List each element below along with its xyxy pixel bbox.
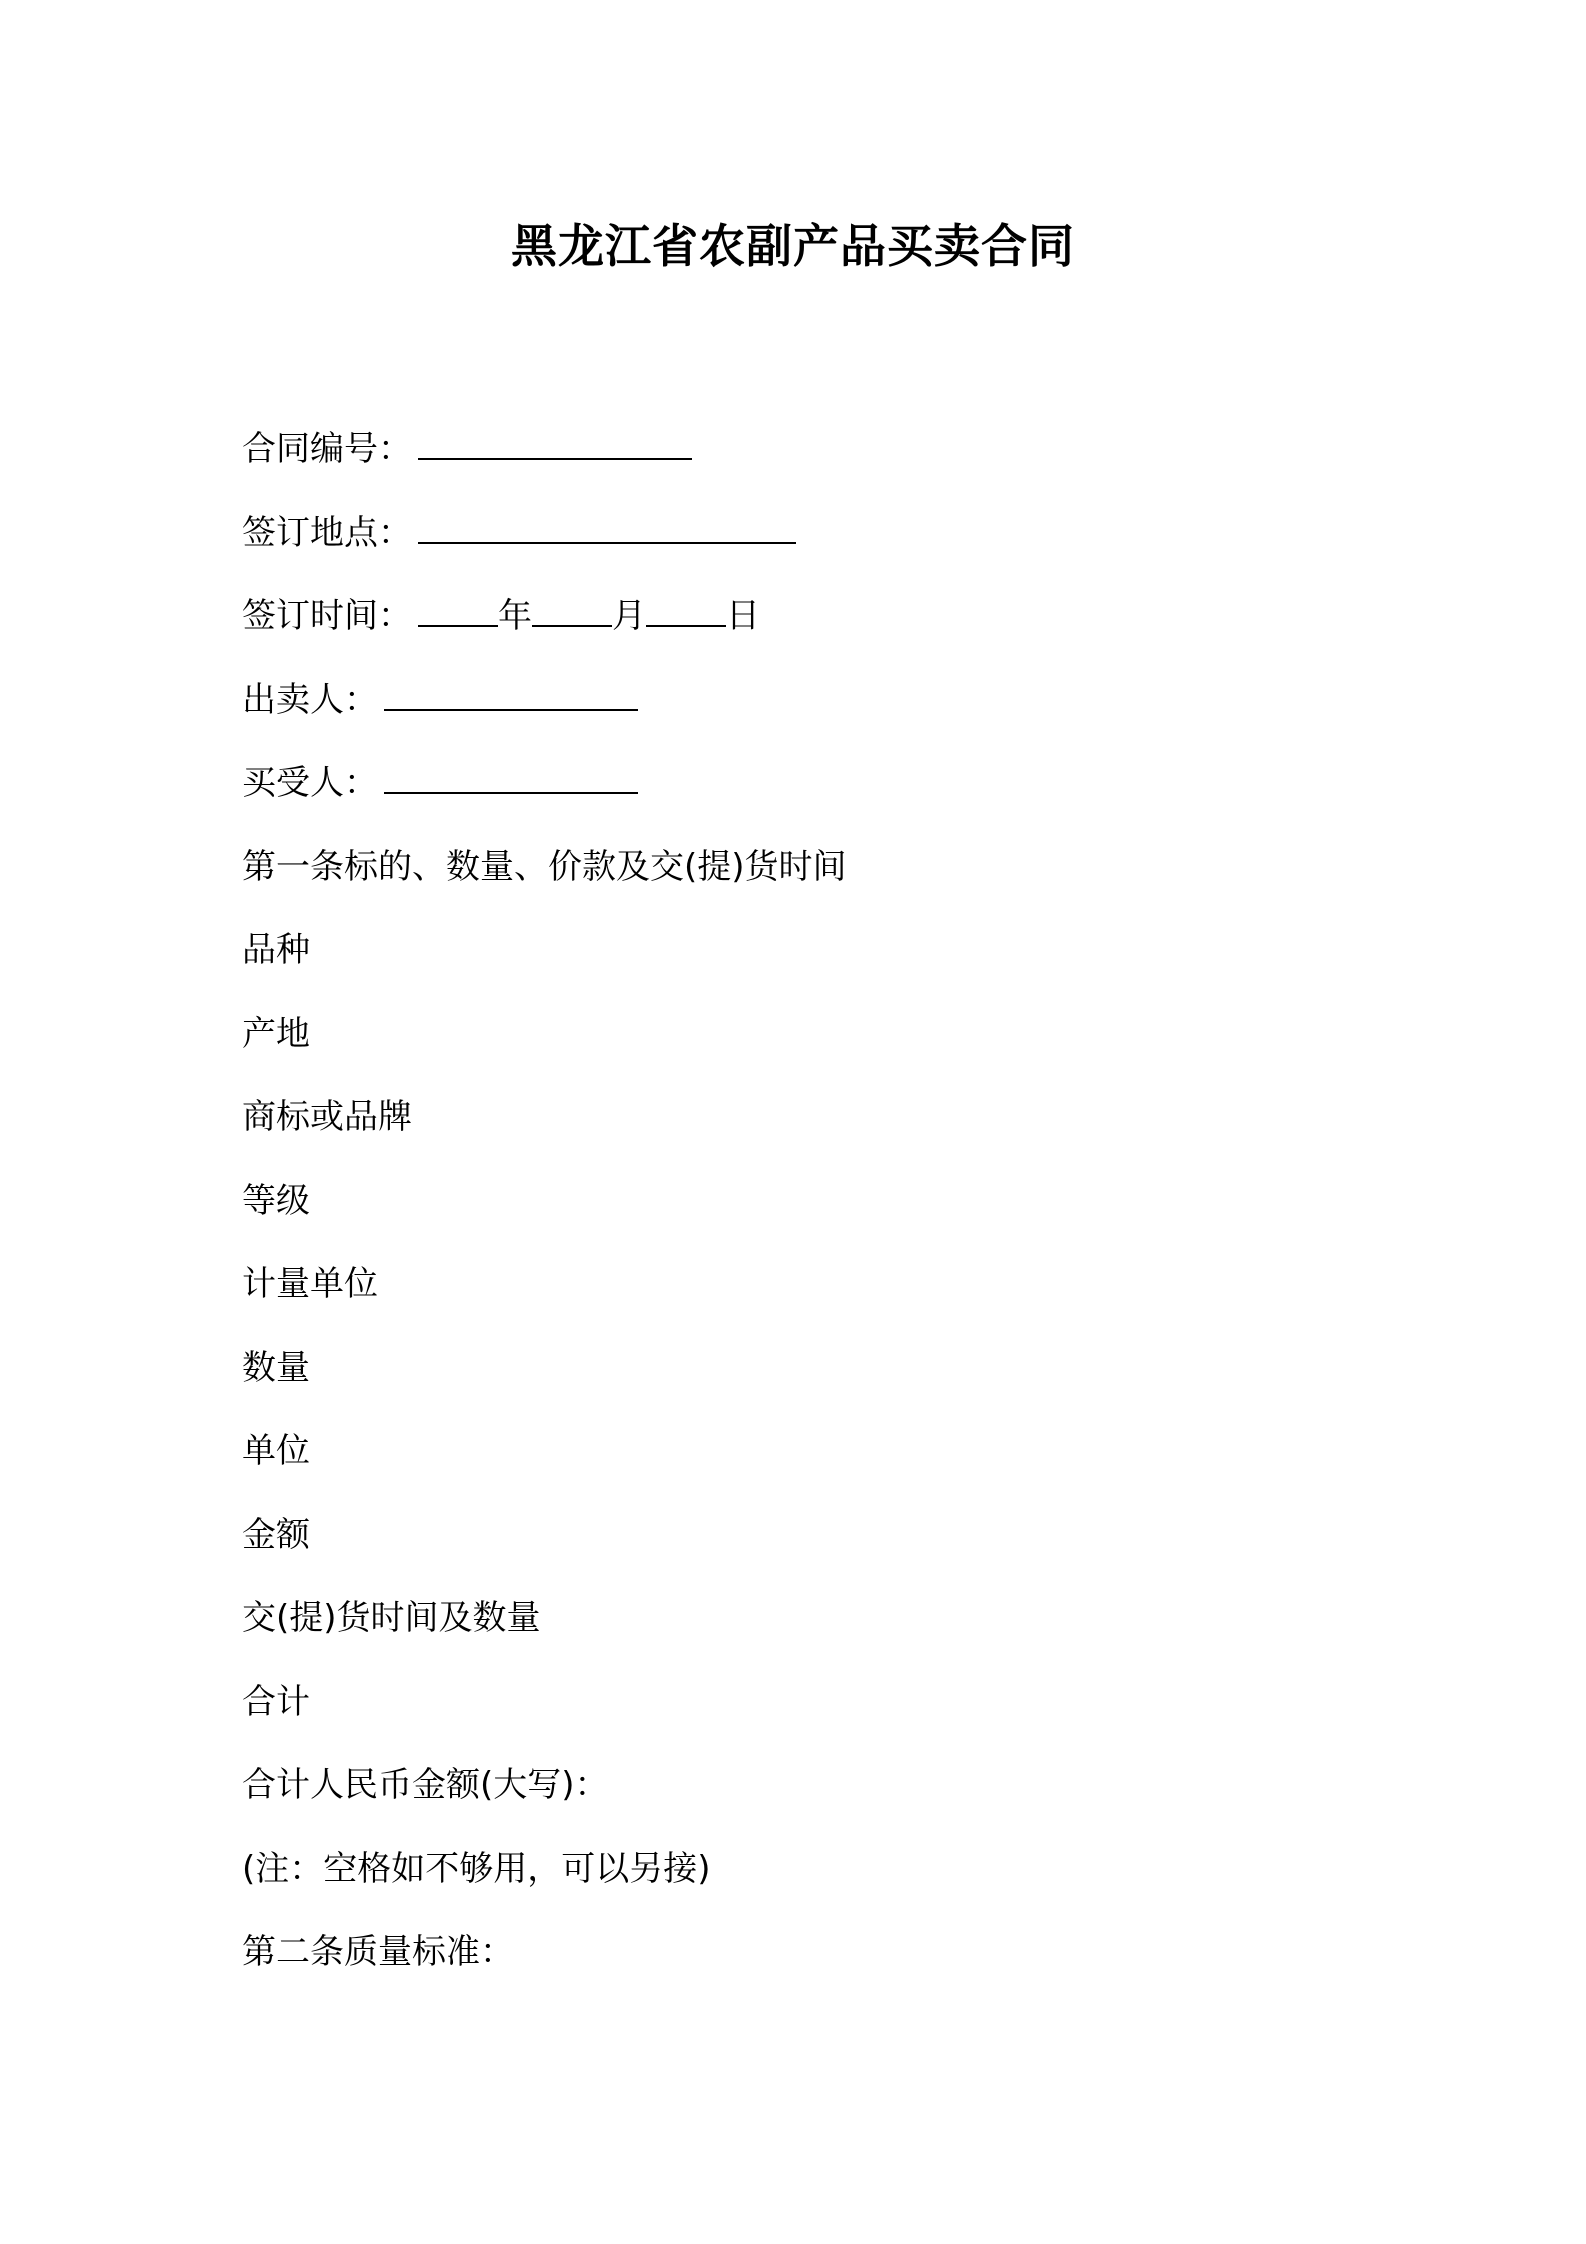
- item-variety: 品种: [242, 930, 310, 970]
- day-label: 日: [726, 596, 760, 636]
- section-2-heading: 第二条质量标准：: [242, 1932, 514, 1972]
- item-origin: 产地: [242, 1013, 310, 1054]
- sign-time-row: [242, 575, 1342, 659]
- section-1-heading: 第一条标的、数量、价款及交(提)货时间: [242, 846, 847, 887]
- seller-blank[interactable]: [384, 679, 638, 711]
- seller-row: [242, 659, 1342, 743]
- sign-place-label: 签订地点：: [242, 512, 412, 553]
- buyer-row: [242, 742, 1342, 826]
- year-label: 年: [498, 596, 532, 636]
- year-blank[interactable]: [418, 595, 498, 627]
- month-blank[interactable]: [532, 595, 612, 627]
- item-brand: 商标或品牌: [242, 1097, 412, 1137]
- note-text: (注：空格如不够用，可以另接): [242, 1848, 711, 1889]
- item-unit: 单位: [242, 1431, 310, 1471]
- seller-label: 出卖人：: [242, 679, 378, 720]
- contract-number-row: [242, 408, 1342, 492]
- item-measure-unit: 计量单位: [242, 1264, 378, 1304]
- sign-place-row: [242, 492, 1342, 576]
- contract-number-blank[interactable]: [418, 428, 692, 460]
- day-blank[interactable]: [646, 595, 726, 627]
- item-grade: 等级: [242, 1180, 310, 1221]
- item-total: 合计: [242, 1681, 310, 1722]
- item-quantity: 数量: [242, 1347, 310, 1388]
- month-label: 月: [612, 596, 646, 636]
- sign-time-label: 签订时间：: [242, 596, 412, 636]
- item-amount: 金额: [242, 1514, 310, 1555]
- item-delivery-time-quantity: 交(提)货时间及数量: [242, 1598, 541, 1638]
- contract-body: [242, 408, 1342, 1995]
- buyer-blank[interactable]: [384, 762, 638, 794]
- contract-number-label: 合同编号：: [242, 429, 412, 469]
- document-title: 黑龙江省农副产品买卖合同: [511, 219, 1075, 273]
- sign-place-blank[interactable]: [418, 512, 796, 544]
- total-rmb-label: 合计人民币金额(大写)：: [242, 1765, 609, 1805]
- buyer-label: 买受人：: [242, 763, 378, 803]
